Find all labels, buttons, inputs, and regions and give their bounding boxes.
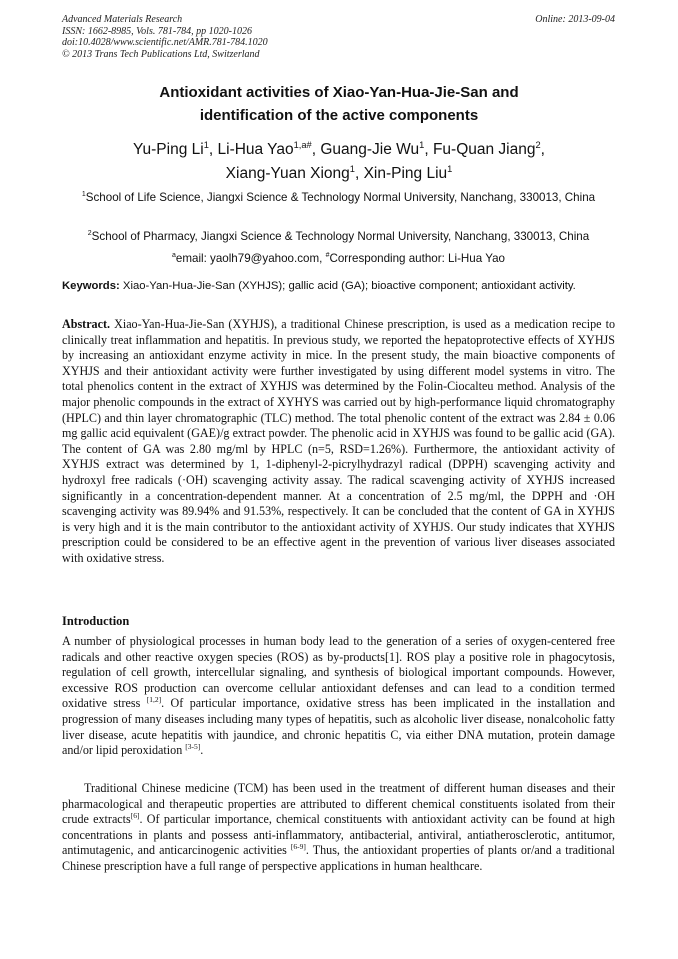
introduction-paragraph-2 [62,781,615,875]
paragraph-text: . Of particular importance, chemical constituents with antioxidant activity can be found at high concentrations in plants and possess anti-inflammatory, antibacterial, antiviral, antiatherosclerotic, antitumor, antimutagenic, and anticarcinogenic activities [62,812,615,858]
keywords-text: Xiao-Yan-Hua-Jie-San (XYHJS); gallic acid (GA); bioactive component; antioxidant activity. [122,280,576,292]
author-name: Xiang-Yuan Xiong [225,164,350,182]
paragraph-text: . [200,743,204,758]
issn-line: ISSN: 1662-8985, Vols. 781-784, pp 1020-1026 [62,25,252,37]
author-affiliation-mark: 1 [447,163,453,174]
keywords [62,279,615,294]
affiliation-text: School of Life Science, Jiangxi Science & Technology Normal University, Nanchang, 330013, China [85,191,596,204]
abstract-text: Xiao-Yan-Hua-Jie-San (XYHJS), a traditional Chinese prescription, is used as a medication recipe to clinically treat inflammation and hepatitis. In previous study, we reported the hepatoprotective effects of XYHJS by increasing an antioxidant enzyme activity in mice. In the present study, the main bioactive components of XYHJS and their antioxidant activity were further investigated by using different model systems in vitro. The total phenolics content in the extract of XYHJS was determined by the Folin-Ciocalteu method. Analysis of the major phenolic compounds in the extract of XYHYS was carried out by high-performance liquid chromatography (HPLC) and thin layer chromatographic (TLC) method. The total phenolic content of the extract was 2.84 ± 0.06 mg gallic acid equivalent (GAE)/g extract powder. The phenolic acid in XYHJS was found to be gallic acid (GA). The content of GA was 2.80 mg/ml by HPLC (n=5, RSD=1.26%). Furthermore, the antioxidant activity of XYHJS extract was determined by 1, 1-diphenyl-2-picrylhydrazyl radical (DPPH) scavenging activity and hydroxyl free radicals (·OH) scavenging activity assay. The radical scavenging activity of XYHJS increased significantly in a concentration-dependent manner. At a concentration of 2.5 mg/ml, the DPPH and ·OH scavenging activity was 89.94% and 91.53%, respectively. It can be concluded that the content of GA in XYHJS is very high and it is the main contributor to the antioxidant activity of XYHJS. Our study indicates that XYHJS prescription could be considered to be an effective agent in the prevention of various liver diseases associated with oxidative stress. [62,317,615,565]
citation: [6] [130,811,140,821]
author-name: Xin-Ping Liu [363,164,448,182]
email-mark: a [172,252,176,260]
paragraph-text: . Thus, the antioxidant properties of plants or/and a traditional Chinese prescription have a full range of perspective applications in human healthcare. [62,843,616,873]
copyright-line: © 2013 Trans Tech Publications Ltd, Switzerland [62,48,260,60]
title-line-2: identification of the active components [199,107,479,124]
affiliation-1 [62,190,615,206]
online-date: Online: 2013-09-04 [535,14,615,25]
abstract-label: Abstract. [62,317,111,331]
author-line-2: Xiang-Yuan Xiong$^1$, Xin-Ping Liu$^1$ [225,163,453,182]
author-line-1: Yu-Ping Li$^1$, Li-Hua Yao$^{1,a\#}$, Guang-Jie Wu$^1$, Fu-Quan Jiang$^2$, [133,139,545,158]
email-text: email: yaolh79@yahoo.com, [175,252,326,265]
author-affiliation-mark: 2 [535,139,541,150]
corresponding-author: Corresponding author: Li-Hua Yao [329,252,505,265]
contact-line [62,251,615,267]
corresponding-mark: # [325,252,330,260]
author-name: Guang-Jie Wu [320,141,420,158]
affiliation-2 [62,229,615,245]
citation: [3-5] [185,742,201,752]
journal-name: Advanced Materials Research [62,14,183,25]
paragraph-text: A number of physiological processes in human body lead to the generation of a series of oxygen-centered free radicals and other reactive oxygen species (ROS) as by-products[1]. ROS play a positive role in phagocytosis, regulation of cell growth, intercellular signaling, and synthesis of biological important compounds. However, excessive ROS production can overcome cellular antioxidant defenses and can lead to a condition termed oxidative stress [62,634,615,711]
author-name: Yu-Ping Li [133,141,204,158]
abstract [62,317,615,567]
author-affiliation-mark: 1,a# [293,139,312,150]
affiliation-text: School of Pharmacy, Jiangxi Science & Technology Normal University, Nanchang, 330013, China [91,230,590,243]
citation: [1,2] [146,695,162,705]
title-line-1: Antioxidant activities of Xiao-Yan-Hua-Jie-San and [159,84,519,101]
keywords-label: Keywords: [62,280,120,292]
doi-line: doi:10.4028/www.scientific.net/AMR.781-784.1020 [62,37,268,48]
section-heading-introduction: Introduction [62,614,130,628]
author-name: Fu-Quan Jiang [432,141,536,158]
author-affiliation-mark: 1 [419,139,425,150]
author-affiliation-mark: 1 [349,163,355,174]
affiliation-mark: 2 [87,230,92,238]
affiliation-mark: 1 [81,191,86,199]
author-name: Li-Hua Yao [217,141,294,158]
citation: [6-9] [290,842,306,852]
paper-title [40,81,638,127]
journal-header [62,14,268,60]
paragraph-text: . Of particular importance, oxidative stress has been implicated in the installation and progression of many diseases including many types of hepatitis, such as alcoholic liver disease, nonalcoholic fatty liver disease, acute hepatitis with jaundice, and chronic hepatitis C, via either DNA mutation, protein damage and/or lipid peroxidation [62,696,615,758]
paragraph-text: Traditional Chinese medicine (TCM) has been used in the treatment of different human diseases and their pharmacological and therapeutic properties are attributed to different chemical constituents isolated from their crude extracts [62,781,615,827]
author-affiliation-mark: 1 [203,139,209,150]
author-list [40,138,638,185]
introduction-paragraph-1 [62,634,615,759]
